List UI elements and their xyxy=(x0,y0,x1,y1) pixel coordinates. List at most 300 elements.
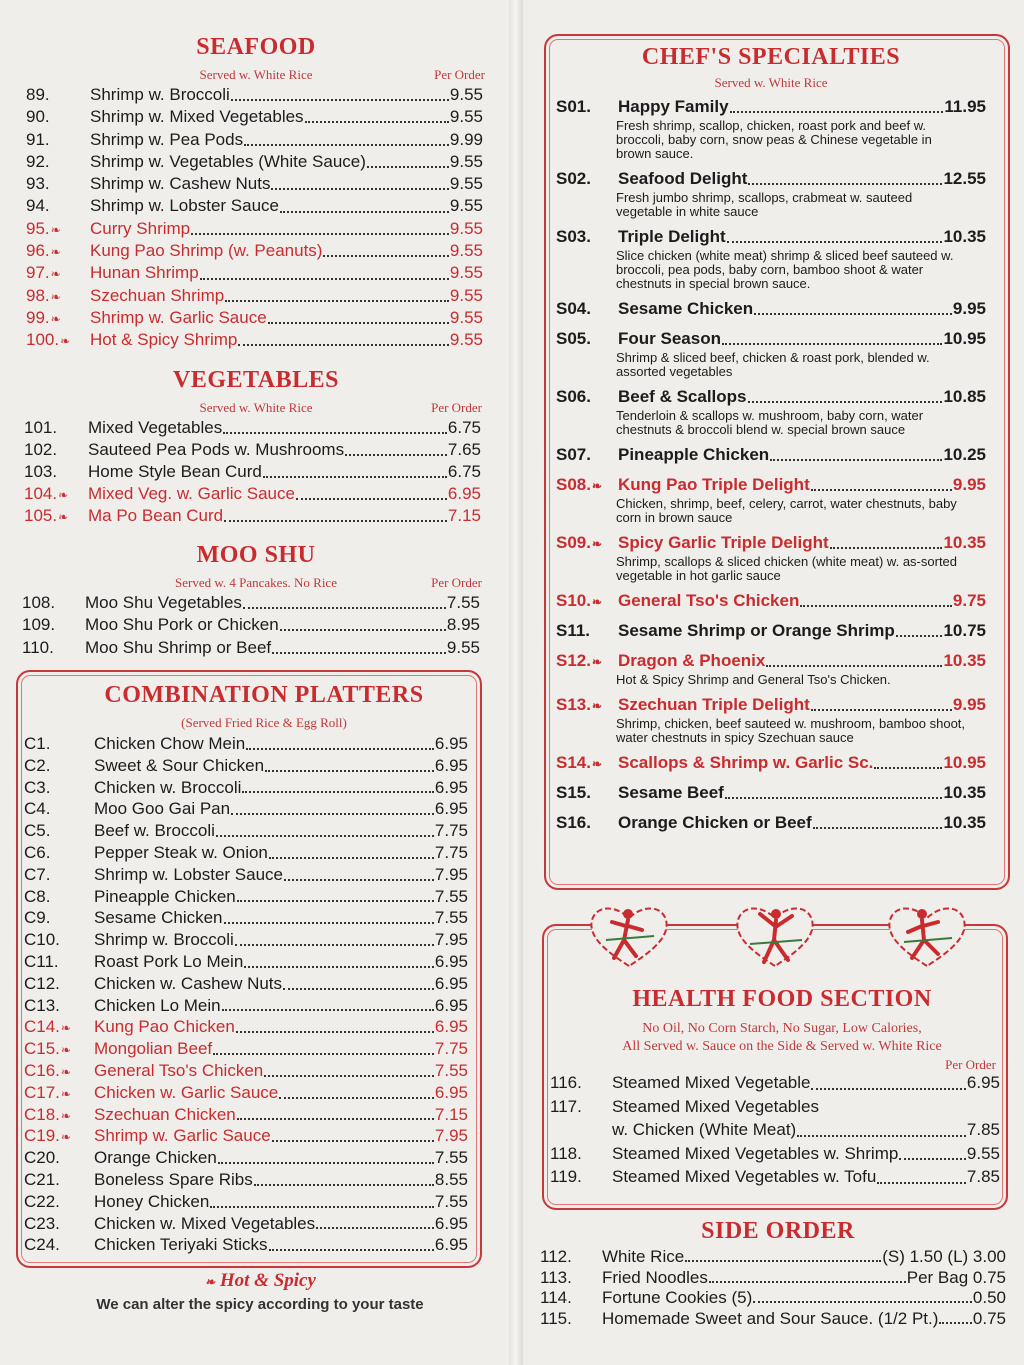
hot-pepper-icon: ❧ xyxy=(50,289,61,304)
leader-dots xyxy=(268,322,449,324)
item-number: 110. xyxy=(22,637,54,657)
item-price: 12.55 xyxy=(943,169,986,188)
item-name: Steamed Mixed Vegetable xyxy=(612,1073,811,1092)
menu-item xyxy=(24,418,481,440)
item-price: 11.95 xyxy=(944,97,986,116)
item-number: 114. xyxy=(540,1288,572,1307)
item-price: 8.95 xyxy=(446,615,480,635)
item-price: 6.75 xyxy=(447,461,481,481)
health-subtitle-1: No Oil, No Corn Starch, No Sugar, Low Calories, xyxy=(642,1021,922,1036)
hot-pepper-icon: ❧ xyxy=(50,222,61,237)
leader-dots xyxy=(242,791,434,793)
item-number: S14. xyxy=(556,753,591,772)
leader-dots xyxy=(235,944,434,946)
item-number: C18. xyxy=(24,1104,60,1124)
menu-item xyxy=(26,174,483,196)
item-name: Chicken w. Cashew Nuts xyxy=(94,973,283,993)
item-number: 98. xyxy=(26,285,50,305)
menu-item xyxy=(24,974,468,996)
leader-dots xyxy=(263,476,447,478)
item-number: 93. xyxy=(26,174,50,194)
item-name: Moo Goo Gai Pan xyxy=(94,799,231,819)
item-price: 7.75 xyxy=(434,821,468,841)
item-price: 7.55 xyxy=(434,886,468,906)
menu-item xyxy=(24,821,468,843)
menu-item xyxy=(24,1126,468,1148)
item-price: 6.95 xyxy=(447,483,481,503)
item-price: 9.55 xyxy=(449,151,483,171)
leader-dots xyxy=(222,1009,434,1011)
item-number: 94. xyxy=(26,196,50,216)
item-number: C4. xyxy=(24,799,51,819)
item-price: 7.95 xyxy=(434,930,468,950)
hot-pepper-icon: ❧ xyxy=(60,1130,71,1145)
item-name: Spicy Garlic Triple Delight xyxy=(618,533,829,552)
item-name: Shrimp w. Garlic Sauce xyxy=(94,1126,271,1146)
item-name: Fried Noodles xyxy=(602,1267,708,1287)
menu-item xyxy=(24,756,468,778)
specialty-item xyxy=(556,621,986,643)
item-price: 10.75 xyxy=(943,621,986,640)
item-price: 7.85 xyxy=(966,1120,1000,1139)
menu-item xyxy=(26,196,483,218)
item-number: C23. xyxy=(24,1213,60,1233)
leader-dots xyxy=(224,520,447,522)
menu-item xyxy=(24,1061,468,1083)
specialty-item xyxy=(556,169,986,219)
item-price: 6.95 xyxy=(434,799,468,819)
side-order-item xyxy=(540,1247,1006,1268)
item-name: Shrimp w. Lobster Sauce xyxy=(94,864,283,884)
menu-item xyxy=(24,440,481,462)
menu-item xyxy=(24,996,468,1018)
item-number: 109. xyxy=(22,615,56,635)
leader-dots xyxy=(224,922,434,924)
menu-item xyxy=(26,286,483,308)
leader-dots xyxy=(296,498,447,500)
spicy-note: We can alter the spicy according to your taste xyxy=(96,1296,424,1313)
item-name: Orange Chicken xyxy=(94,1148,217,1168)
specialty-row xyxy=(556,169,986,191)
item-price: 9.95 xyxy=(952,299,986,318)
item-number: 108. xyxy=(22,592,56,612)
item-number: S03. xyxy=(556,227,591,246)
item-number: 105. xyxy=(24,505,58,525)
specialty-row xyxy=(556,591,986,613)
item-price: 9.55 xyxy=(449,263,483,283)
item-name: Sesame Shrimp or Orange Shrimp xyxy=(618,621,895,640)
health-item xyxy=(550,1073,1000,1097)
leader-dots xyxy=(323,255,448,257)
leader-dots xyxy=(191,233,449,235)
item-number: 102. xyxy=(24,439,58,459)
item-name: Beef & Scallops xyxy=(618,387,747,406)
item-name: Roast Pork Lo Mein xyxy=(94,951,244,971)
specialty-item xyxy=(556,753,986,775)
hot-pepper-icon: ❧ xyxy=(60,1108,71,1123)
item-price: 7.15 xyxy=(447,505,481,525)
menu-item xyxy=(24,1148,468,1170)
health-per-order: Per Order xyxy=(945,1057,996,1072)
item-price: 7.75 xyxy=(434,1039,468,1059)
leader-dots xyxy=(748,401,943,403)
item-price: 9.55 xyxy=(449,307,483,327)
leader-dots xyxy=(271,188,448,190)
health-item-line-1 xyxy=(550,1097,1000,1121)
vegetables-list xyxy=(24,418,481,528)
item-name: Steamed Mixed Vegetables w. Tofu xyxy=(612,1167,877,1186)
hot-pepper-icon: ❧ xyxy=(60,1086,71,1101)
item-price: 10.35 xyxy=(943,651,986,670)
left-panel xyxy=(18,34,494,660)
vegetables-title: VEGETABLES xyxy=(173,366,339,393)
leader-dots xyxy=(243,607,446,609)
specialty-row xyxy=(556,695,986,717)
item-number: 97. xyxy=(26,263,50,283)
item-price: 6.95 xyxy=(434,1213,468,1233)
hot-pepper-icon: ❧ xyxy=(58,487,69,502)
menu-item xyxy=(24,952,468,974)
specialty-description: Fresh shrimp, scallop, chicken, roast pork and beef w. broccoli, baby corn, snow peas & Chinese vegetable in brown sauce. xyxy=(616,118,932,161)
item-price: 7.15 xyxy=(434,1104,468,1124)
item-name: Seafood Delight xyxy=(618,169,748,188)
item-number: C1. xyxy=(24,734,51,753)
leader-dots xyxy=(246,748,434,750)
seafood-per-order: Per Order xyxy=(434,67,485,82)
item-number: C9. xyxy=(24,908,51,928)
item-name: Shrimp w. Mixed Vegetables xyxy=(90,107,304,127)
hot-pepper-icon: ❧ xyxy=(58,509,69,524)
menu-item xyxy=(24,1083,468,1105)
item-price: 9.55 xyxy=(449,285,483,305)
item-price: 9.95 xyxy=(952,475,986,494)
combination-title: COMBINATION PLATTERS xyxy=(104,682,424,708)
item-name: Home Style Bean Curd xyxy=(88,461,262,481)
hot-pepper-icon: ❧ xyxy=(50,245,61,260)
item-number: S13. xyxy=(556,695,591,714)
item-number: 99. xyxy=(26,307,50,327)
specialty-row xyxy=(556,227,986,249)
item-number: C10. xyxy=(24,930,60,950)
leader-dots xyxy=(210,1206,434,1208)
leader-dots xyxy=(754,313,952,315)
item-price: 6.95 xyxy=(434,1017,468,1037)
specialty-row xyxy=(556,387,986,409)
item-price: 8.55 xyxy=(434,1169,468,1189)
health-item xyxy=(550,1167,1000,1191)
menu-item xyxy=(24,506,481,528)
moo-shu-section xyxy=(18,542,494,661)
specialty-row xyxy=(556,813,986,835)
item-number: 89. xyxy=(26,85,50,104)
leader-dots xyxy=(939,1322,972,1324)
item-number: C8. xyxy=(24,886,51,906)
hot-pepper-icon: ❧ xyxy=(50,267,61,282)
leader-dots xyxy=(685,1260,881,1262)
item-name: Szechuan Shrimp xyxy=(90,285,225,305)
item-number: S04. xyxy=(556,299,591,318)
item-price: 7.85 xyxy=(966,1167,1000,1186)
menu-item xyxy=(24,734,468,756)
item-name: Moo Shu Vegetables xyxy=(85,592,242,612)
leader-dots xyxy=(367,166,449,168)
specialty-row xyxy=(556,651,986,673)
menu-item xyxy=(26,219,483,241)
item-price: 9.55 xyxy=(449,174,483,194)
side-order-title: SIDE ORDER xyxy=(701,1218,855,1244)
item-number: 115. xyxy=(540,1308,572,1328)
seafood-subtitle: Served w. White Rice xyxy=(199,67,313,82)
leader-dots xyxy=(231,813,434,815)
vegetables-subtitle: Served w. White Rice xyxy=(199,399,313,415)
leader-dots xyxy=(216,835,434,837)
item-number: S07. xyxy=(556,445,591,464)
leader-dots xyxy=(811,709,952,711)
specialty-item xyxy=(556,445,986,467)
menu-item xyxy=(22,615,480,638)
item-price: 9.99 xyxy=(449,129,483,149)
item-number: C19. xyxy=(24,1126,60,1146)
item-price: 7.55 xyxy=(434,1191,468,1211)
item-price: 9.55 xyxy=(966,1143,1000,1163)
item-name: Pineapple Chicken xyxy=(94,886,236,906)
health-list xyxy=(550,1073,1000,1191)
item-name: Orange Chicken or Beef xyxy=(618,813,812,832)
item-number: C5. xyxy=(24,821,51,841)
leader-dots xyxy=(725,797,943,799)
item-name: Mixed Vegetables xyxy=(88,417,223,437)
item-price: 0.75 xyxy=(972,1308,1006,1328)
item-number: C7. xyxy=(24,864,51,884)
item-number: S02. xyxy=(556,169,591,188)
specialty-item xyxy=(556,227,986,291)
menu-item xyxy=(26,330,483,352)
item-number: 113. xyxy=(540,1267,572,1287)
item-name: Steamed Mixed Vegetables w. Shrimp xyxy=(612,1143,899,1163)
hot-pepper-icon: ❧ xyxy=(591,655,603,669)
item-number: 117. xyxy=(550,1096,582,1116)
item-price: Per Bag 0.75 xyxy=(906,1267,1006,1287)
item-name-line-2: w. Chicken (White Meat) xyxy=(612,1120,797,1139)
item-number: S05. xyxy=(556,329,591,348)
item-name: Chicken Lo Mein xyxy=(94,995,221,1015)
moo-shu-subtitle: Served w. 4 Pancakes. No Rice xyxy=(175,574,337,590)
chef-subtitle: Served w. White Rice xyxy=(714,75,828,90)
menu-item xyxy=(26,130,483,152)
item-price: 10.95 xyxy=(943,753,986,772)
menu-item xyxy=(26,85,483,107)
dancer-heart-figure-3 xyxy=(882,900,972,972)
item-name: General Tso's Chicken xyxy=(94,1060,264,1080)
leader-dots xyxy=(225,300,449,302)
item-price: 7.55 xyxy=(434,1148,468,1168)
item-price: 9.55 xyxy=(449,218,483,238)
hot-pepper-icon: ❧ xyxy=(591,757,603,771)
specialty-row xyxy=(556,783,986,805)
specialty-item xyxy=(556,299,986,321)
item-name: Shrimp w. Vegetables (White Sauce) xyxy=(90,151,366,171)
item-price: 9.95 xyxy=(952,695,986,714)
item-price: 6.95 xyxy=(434,777,468,797)
menu-item xyxy=(24,1039,468,1061)
item-number: C14. xyxy=(24,1017,60,1037)
specialty-item xyxy=(556,651,986,687)
item-name: Kung Pao Shrimp (w. Peanuts) xyxy=(90,241,323,261)
item-number: 104. xyxy=(24,483,58,503)
item-price: 7.95 xyxy=(434,1126,468,1146)
item-name: Chicken w. Broccoli xyxy=(94,777,242,797)
chef-title: CHEF'S SPECIALTIES xyxy=(641,44,901,70)
item-price: 6.95 xyxy=(434,995,468,1015)
item-price: 6.95 xyxy=(434,1235,468,1255)
item-name: Curry Shrimp xyxy=(90,218,191,238)
item-name: Honey Chicken xyxy=(94,1191,210,1211)
specialty-row xyxy=(556,621,986,643)
item-price: 6.95 xyxy=(434,755,468,775)
side-order-item xyxy=(540,1309,1006,1330)
side-order-list xyxy=(540,1247,1006,1329)
item-number: C15. xyxy=(24,1039,60,1059)
leader-dots xyxy=(753,1301,972,1303)
item-name: Sesame Beef xyxy=(618,783,724,802)
item-name: Ma Po Bean Curd xyxy=(88,505,224,525)
menu-item xyxy=(22,638,480,661)
item-number: 92. xyxy=(26,151,50,171)
item-number: C2. xyxy=(24,755,51,775)
item-price: 6.95 xyxy=(434,951,468,971)
leader-dots xyxy=(265,770,434,772)
item-price: 7.95 xyxy=(434,864,468,884)
leader-dots xyxy=(797,1135,966,1137)
menu-item xyxy=(26,107,483,129)
item-name: Sesame Chicken xyxy=(94,908,223,928)
menu-item xyxy=(26,308,483,330)
item-name: Kung Pao Chicken xyxy=(94,1017,235,1037)
leader-dots xyxy=(813,827,943,829)
item-name: Szechuan Chicken xyxy=(94,1104,236,1124)
leader-dots xyxy=(272,1140,434,1142)
item-name: Homemade Sweet and Sour Sauce. (1/2 Pt.) xyxy=(602,1308,939,1328)
leader-dots xyxy=(748,183,942,185)
item-name: Shrimp w. Lobster Sauce xyxy=(90,196,279,216)
item-number: 95. xyxy=(26,218,50,238)
item-name: Moo Shu Shrimp or Beef xyxy=(85,637,272,657)
item-number: C21. xyxy=(24,1169,60,1189)
item-price: 9.55 xyxy=(449,241,483,261)
item-number: S08. xyxy=(556,475,591,494)
menu-item xyxy=(24,778,468,800)
leader-dots xyxy=(770,459,942,461)
specialty-row xyxy=(556,97,986,119)
leader-dots xyxy=(244,966,434,968)
item-price: 9.55 xyxy=(449,85,483,104)
side-order-item xyxy=(540,1288,1006,1309)
leader-dots xyxy=(899,1158,966,1160)
item-number: S15. xyxy=(556,783,591,802)
menu-fold xyxy=(509,0,523,1365)
item-name: Hunan Shrimp xyxy=(90,263,199,283)
leader-dots xyxy=(236,1031,434,1033)
item-number: S10. xyxy=(556,591,591,610)
item-price: 7.75 xyxy=(434,842,468,862)
item-price: 0.50 xyxy=(972,1288,1006,1307)
menu-item xyxy=(24,930,468,952)
menu-item xyxy=(24,462,481,484)
leader-dots xyxy=(272,652,446,654)
menu-item xyxy=(24,908,468,930)
menu-item xyxy=(24,1105,468,1127)
item-number: S06. xyxy=(556,387,591,406)
side-order-section xyxy=(540,1218,1006,1329)
item-name: Happy Family xyxy=(618,97,729,116)
item-name: Sesame Chicken xyxy=(618,299,754,318)
health-item xyxy=(550,1144,1000,1168)
item-number: 96. xyxy=(26,241,50,261)
chef-specialties-section xyxy=(556,44,986,843)
hot-pepper-icon: ❧ xyxy=(60,1043,71,1058)
health-subtitle-2: All Served w. Sauce on the Side & Served w. White Rice xyxy=(622,1039,942,1054)
item-number: C12. xyxy=(24,973,60,993)
dancer-heart-figure-2 xyxy=(730,900,820,972)
menu-item xyxy=(24,1192,468,1214)
menu-item xyxy=(24,484,481,506)
item-name: Shrimp w. Broccoli xyxy=(90,85,230,104)
hot-pepper-icon: ❧ xyxy=(60,1021,71,1036)
leader-dots xyxy=(244,144,449,146)
menu-item xyxy=(26,263,483,285)
health-food-section xyxy=(550,986,1000,1191)
hot-pepper-icon: ❧ xyxy=(591,479,603,493)
item-number: C16. xyxy=(24,1060,60,1080)
leader-dots xyxy=(279,1097,434,1099)
item-name: Mixed Veg. w. Garlic Sauce xyxy=(88,483,295,503)
seafood-section xyxy=(18,34,486,353)
specialty-row xyxy=(556,753,986,775)
specialty-item xyxy=(556,329,986,379)
menu-item xyxy=(26,152,483,174)
item-price: 9.75 xyxy=(952,591,986,610)
item-name: Chicken Teriyaki Sticks xyxy=(94,1235,268,1255)
specialty-description: Shrimp & sliced beef, chicken & roast pork, blended w. assorted vegetables xyxy=(616,350,930,379)
seafood-title: SEAFOOD xyxy=(196,34,316,60)
leader-dots xyxy=(727,241,943,243)
leader-dots xyxy=(811,1088,965,1090)
specialty-row xyxy=(556,329,986,351)
seafood-list xyxy=(26,85,483,353)
item-name: Four Season xyxy=(618,329,721,348)
specialty-row xyxy=(556,299,986,321)
item-price: 6.75 xyxy=(447,417,481,437)
leader-dots xyxy=(237,1118,434,1120)
item-price: 10.25 xyxy=(943,445,986,464)
item-name: White Rice xyxy=(602,1247,685,1266)
item-number: S16. xyxy=(556,813,591,832)
item-name: Hot & Spicy Shrimp xyxy=(90,330,238,350)
vegetables-section xyxy=(18,367,494,528)
hot-pepper-icon: ❧ xyxy=(60,334,71,349)
specialty-description: Slice chicken (white meat) shrimp & sliced beef sauteed w. broccoli, pea pods, baby corn, bamboo shoot & water chestnuts in special brown sauce. xyxy=(616,248,954,291)
leader-dots xyxy=(766,665,942,667)
hot-pepper-icon: ❧ xyxy=(50,311,61,326)
leader-dots xyxy=(264,1075,434,1077)
moo-shu-title: MOO SHU xyxy=(196,541,316,568)
item-number: 101. xyxy=(24,417,58,437)
leader-dots xyxy=(213,1053,434,1055)
specialty-description: Shrimp, chicken, beef sauteed w. mushroom, bamboo shoot, water chestnuts in spicy Szechuan sauce xyxy=(616,716,966,745)
combination-platters-section xyxy=(24,682,472,1257)
leader-dots xyxy=(877,1182,966,1184)
item-number: 118. xyxy=(550,1143,582,1163)
